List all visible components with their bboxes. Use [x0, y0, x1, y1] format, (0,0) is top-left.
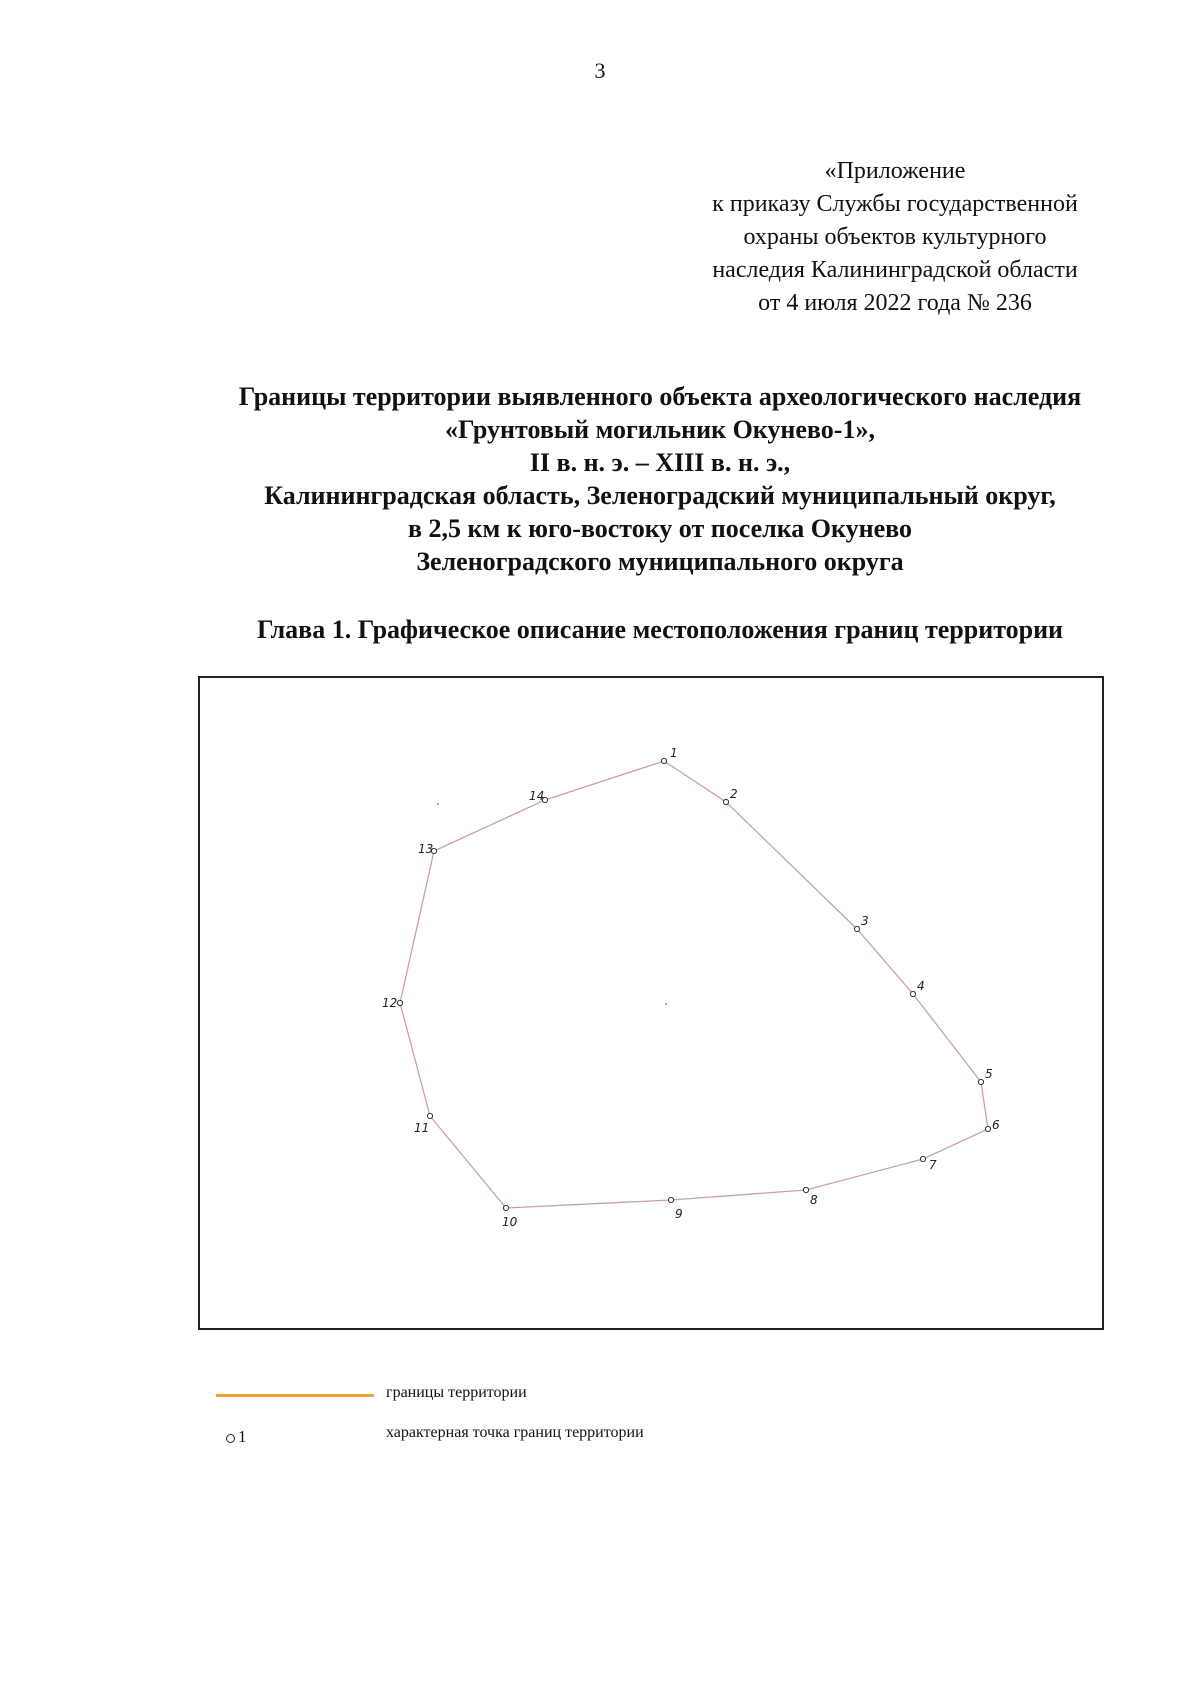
boundary-point-label-14: 14 — [529, 789, 545, 803]
boundary-point-label-2: 2 — [730, 787, 738, 801]
boundary-point-label-12: 12 — [382, 996, 398, 1010]
appendix-line: наследия Калининградской области — [712, 257, 1078, 283]
page-number: 3 — [594, 58, 606, 83]
boundary-point-label-6: 6 — [992, 1118, 1000, 1132]
title-line: Границы территории выявленного объекта археологического наследия — [238, 382, 1082, 411]
title-line: «Грунтовый могильник Окунево-1», — [445, 415, 875, 444]
legend-boundary-line — [216, 1394, 374, 1397]
legend-boundary-label: границы территории — [386, 1384, 527, 1401]
boundary-map — [198, 676, 1104, 1330]
boundary-point-label-7: 7 — [929, 1158, 937, 1172]
boundary-point-label-11: 11 — [414, 1121, 430, 1135]
appendix-line: к приказу Службы государственной — [712, 191, 1078, 217]
boundary-point-label-1: 1 — [670, 746, 678, 760]
document-title — [60, 380, 1200, 578]
boundary-point-9 — [668, 1197, 673, 1202]
appendix-line: «Приложение — [824, 158, 966, 184]
boundary-point-4 — [910, 991, 915, 996]
boundary-point-label-4: 4 — [917, 979, 925, 993]
legend-point-symbol — [226, 1427, 247, 1447]
chapter-heading: Глава 1. Графическое описание местоположения границ территории — [256, 615, 1064, 644]
appendix-line: от 4 июля 2022 года № 236 — [758, 290, 1032, 316]
territory-boundary-line — [400, 761, 988, 1208]
boundary-point-7 — [920, 1156, 925, 1161]
boundary-point-10 — [503, 1205, 508, 1210]
boundary-point-3 — [854, 926, 859, 931]
appendix-line: охраны объектов культурного — [743, 224, 1047, 250]
boundary-point-6 — [985, 1126, 990, 1131]
boundary-point-label-8: 8 — [810, 1193, 818, 1207]
boundary-point-label-13: 13 — [418, 842, 434, 856]
boundary-point-11 — [427, 1113, 432, 1118]
boundary-point-12 — [397, 1000, 402, 1005]
boundary-map-drawing — [200, 678, 1102, 1328]
legend-point-number: 1 — [238, 1427, 247, 1446]
boundary-point-5 — [978, 1079, 983, 1084]
map-dot — [665, 1003, 667, 1005]
boundary-point-label-5: 5 — [985, 1067, 993, 1081]
boundary-point-1 — [661, 758, 666, 763]
point-circle-icon — [226, 1434, 235, 1443]
title-line: Зеленоградского муниципального округа — [416, 547, 904, 576]
title-line: Калининградская область, Зеленоградский муниципальный округ, — [264, 481, 1056, 510]
title-line: II в. н. э. – XIII в. н. э., — [529, 448, 791, 477]
boundary-point-label-10: 10 — [502, 1215, 518, 1229]
map-dot — [437, 803, 439, 805]
legend-point-label: характерная точка границ территории — [386, 1424, 644, 1441]
boundary-point-label-9: 9 — [675, 1207, 683, 1221]
boundary-point-label-3: 3 — [861, 914, 869, 928]
boundary-point-2 — [723, 799, 728, 804]
appendix-header — [640, 155, 1150, 320]
title-line: в 2,5 км к юго-востоку от поселка Окунево — [407, 514, 913, 543]
boundary-point-8 — [803, 1187, 808, 1192]
